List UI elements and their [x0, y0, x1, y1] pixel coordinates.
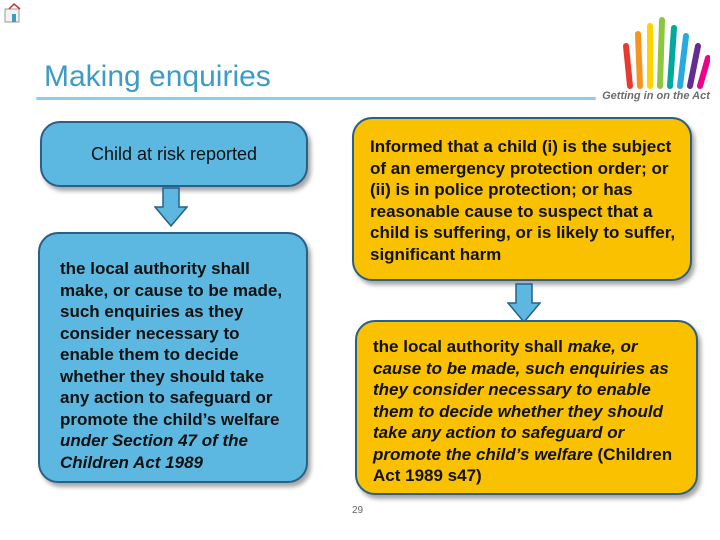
hands-logo-icon: [620, 16, 710, 90]
logo-hand-2: [638, 34, 640, 86]
logo-hand-1: [626, 46, 630, 86]
page-title: Making enquiries: [44, 60, 271, 93]
s47-body-text: make, or cause to be made, such enquiries as they consider necessary to enable them to decide whether they should take any action to safeguard or promote the child’s welfare: [373, 337, 669, 464]
child-at-risk-box: [40, 121, 308, 187]
down-arrow-icon: [154, 187, 188, 227]
logo-hand-7: [690, 46, 698, 86]
local-authority-enquiries-box: [38, 232, 308, 483]
logo-hand-8: [700, 58, 708, 86]
logo-hand-6: [680, 36, 686, 86]
s47-enquiries-box: [355, 320, 698, 495]
informed-child-box: [352, 117, 692, 281]
logo-hand-4: [660, 20, 662, 86]
down-arrow-icon: [507, 283, 541, 323]
s47-suffix-text: (Children Act 1989 s47): [373, 444, 673, 485]
child-at-risk-text: Child at risk reported: [90, 144, 258, 164]
slide-corner-icon: [3, 3, 25, 25]
local-authority-text: the local authority shall make, or cause to be made, such enquiries as they consider necessary to enable them to decide whether they should take any action to safeguard or promote the child’s welfare: [60, 259, 283, 429]
section-47-text: under Section 47 of the Children Act 1989: [60, 431, 248, 472]
page-number: 29: [352, 505, 364, 516]
informed-child-text: Informed that a child (i) is the subject of an emergency protection order; or (ii) is in police protection; or has reasonable cause to suspect that a child is suffering, or is likely to suffer, significant harm: [370, 137, 676, 264]
title-divider: [36, 97, 596, 100]
logo: [598, 16, 710, 106]
logo-text: Getting in on the Act: [602, 90, 710, 102]
logo-hand-5: [670, 28, 674, 86]
s47-prefix-text: the local authority shall: [373, 337, 568, 356]
